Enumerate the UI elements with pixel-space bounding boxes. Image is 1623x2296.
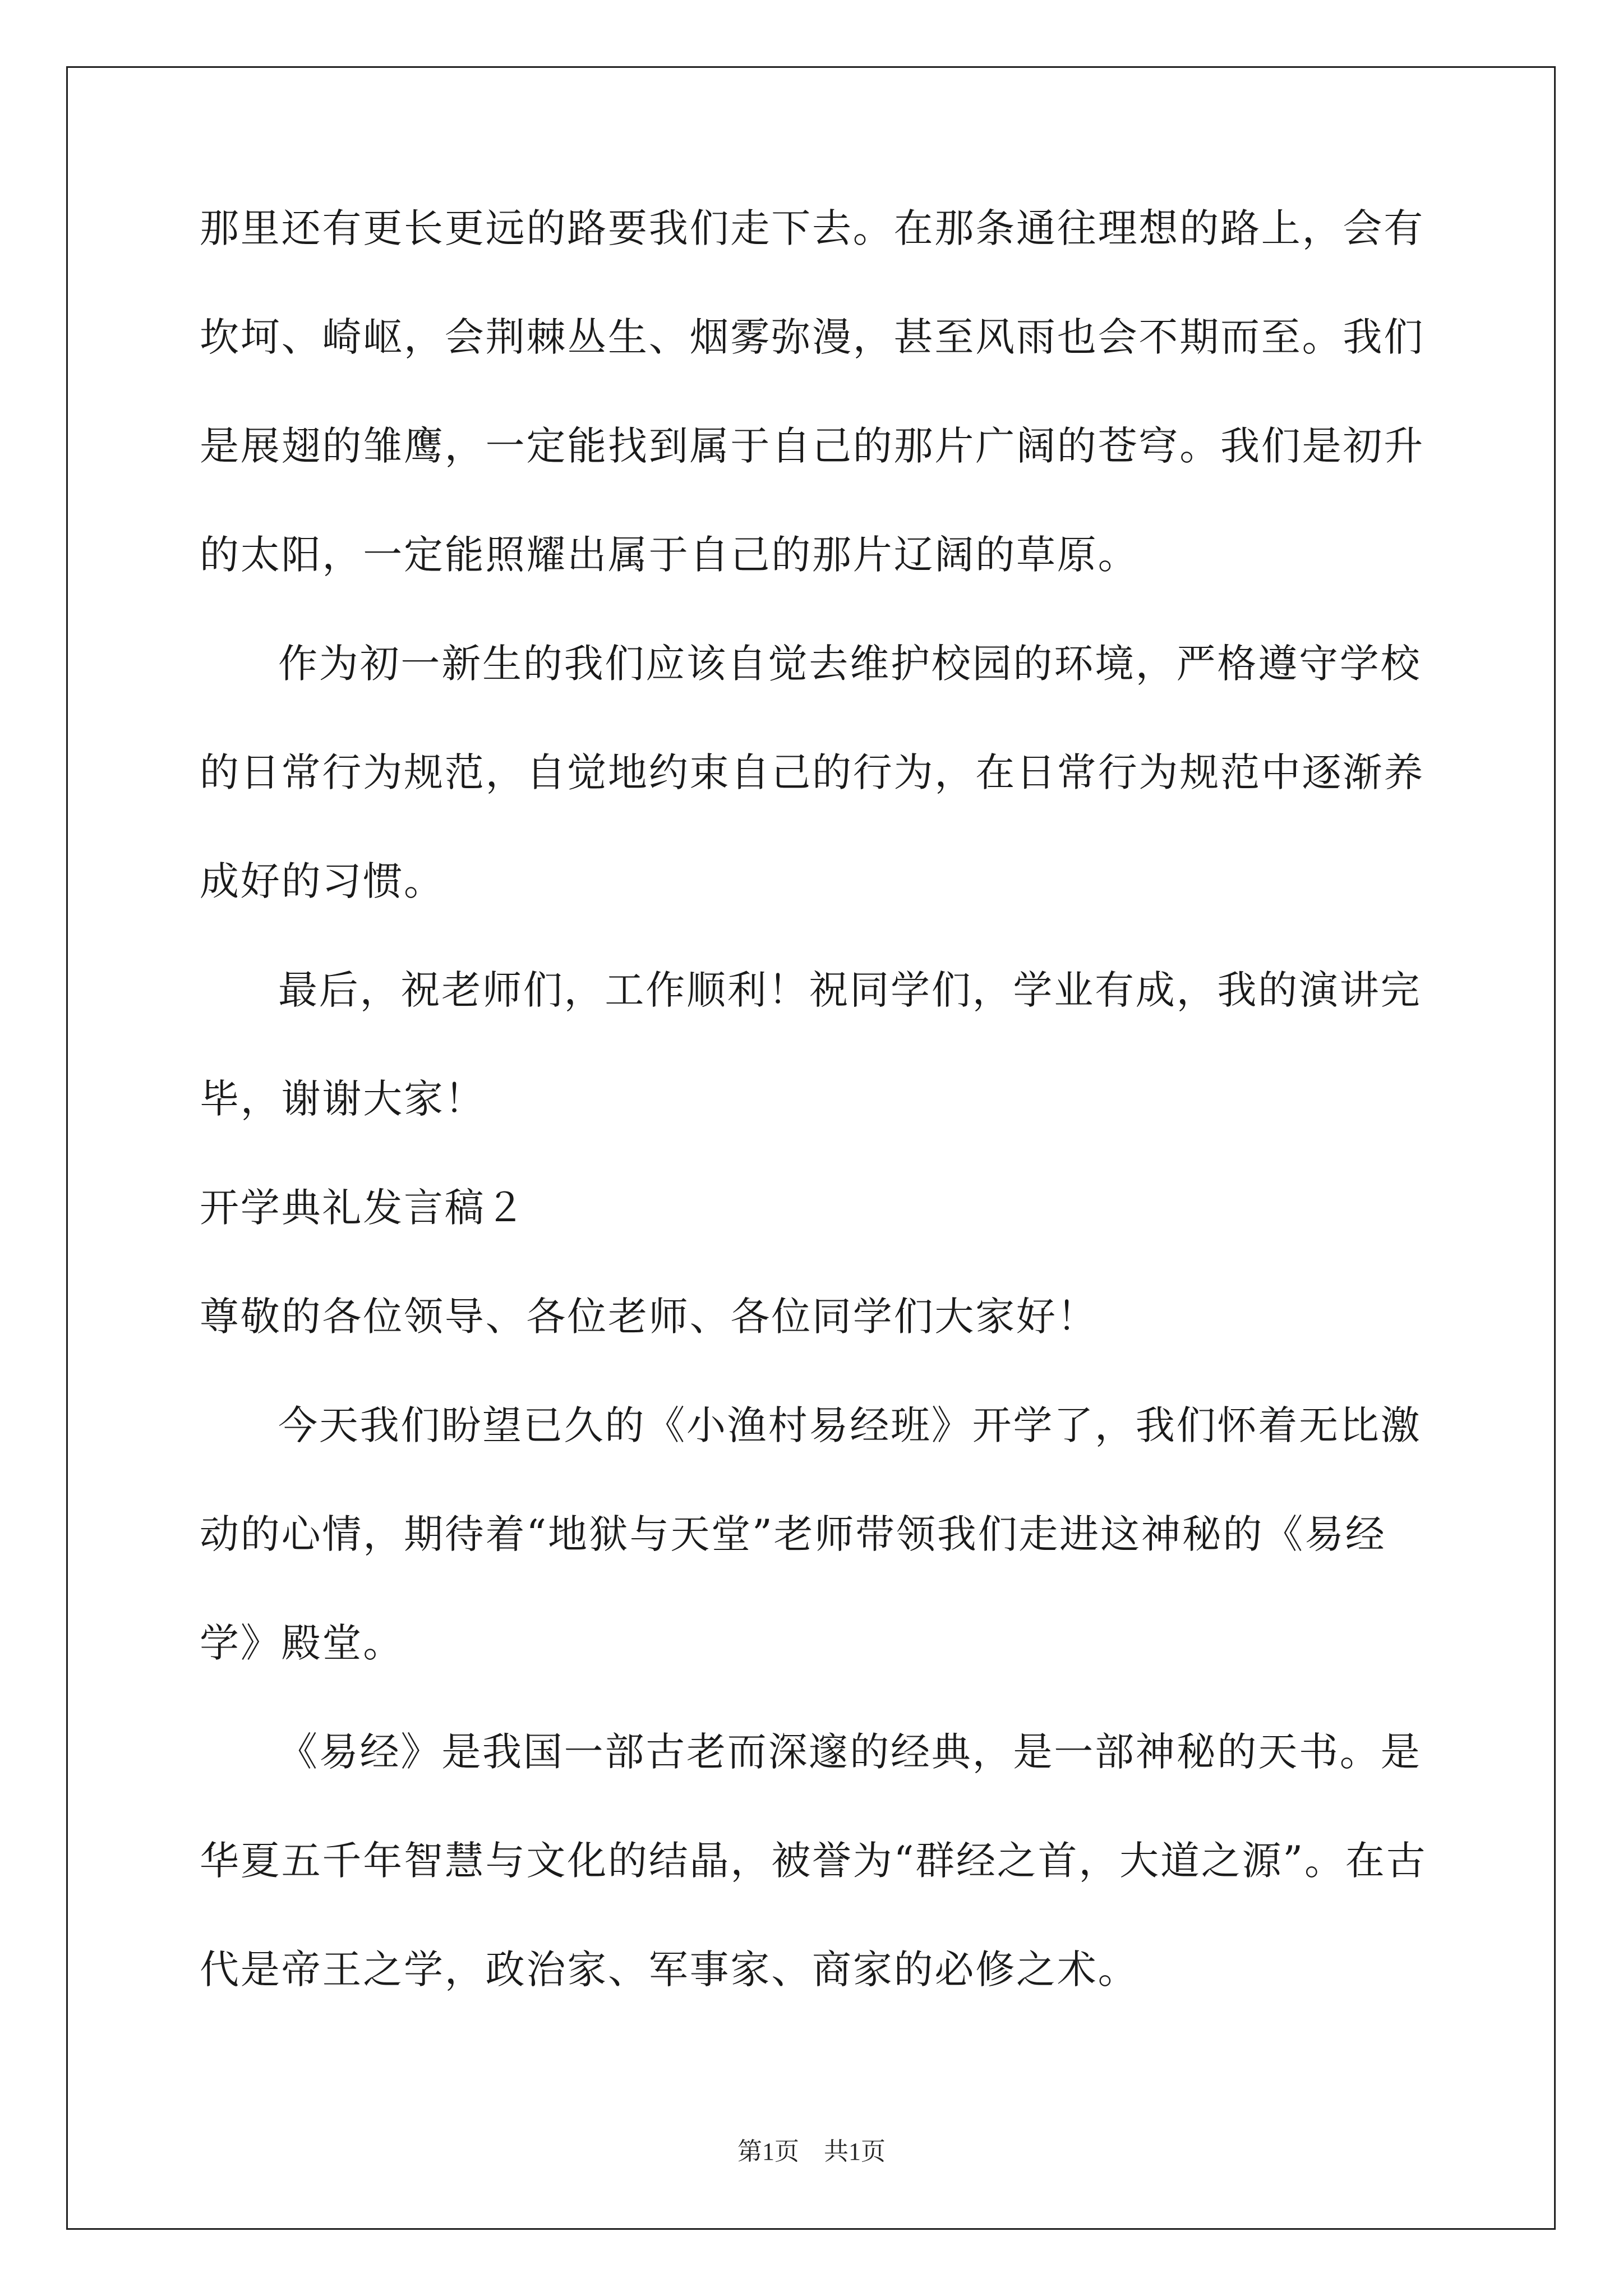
text-line: 动的心情，期待着“地狱与天堂”老师带领我们走进这神秘的《易经 <box>200 1511 1386 1557</box>
paragraph-first-line: 《易经》是我国一部古老而深邃的经典，是一部神秘的天书。是 <box>278 1729 1422 1775</box>
text-line: 是展翅的雏鹰，一定能找到属于自己的那片广阔的苍穹。我们是初升 <box>200 423 1424 469</box>
salutation: 尊敬的各位领导、各位老师、各位同学们大家好！ <box>200 1294 1098 1340</box>
text-line: 的太阳，一定能照耀出属于自己的那片辽阔的草原。 <box>200 532 1139 578</box>
text-line: 的日常行为规范，自觉地约束自己的行为，在日常行为规范中逐渐养 <box>200 749 1424 795</box>
text-line: 华夏五千年智慧与文化的结晶，被誉为“群经之首，大道之源”。在古 <box>200 1838 1427 1884</box>
text-line: 代是帝王之学，政治家、军事家、商家的必修之术。 <box>200 1947 1139 1993</box>
text-line: 学》殿堂。 <box>200 1620 404 1666</box>
paragraph-first-line: 作为初一新生的我们应该自觉去维护校园的环境，严格遵守学校 <box>278 641 1422 687</box>
paragraph-first-line: 今天我们盼望已久的《小渔村易经班》开学了，我们怀着无比激 <box>278 1402 1422 1448</box>
text-line: 坎坷、崎岖，会荆棘丛生、烟雾弥漫，甚至风雨也会不期而至。我们 <box>200 314 1424 360</box>
text-line: 成好的习惯。 <box>200 858 445 904</box>
section-title: 开学典礼发言稿２ <box>200 1185 527 1231</box>
paragraph-first-line: 最后，祝老师们，工作顺利！祝同学们，学业有成，我的演讲完 <box>278 967 1422 1013</box>
page-number-footer: 第1页 共1页 <box>737 2138 886 2165</box>
text-line: 毕，谢谢大家！ <box>200 1076 486 1122</box>
page-border <box>66 66 1556 2230</box>
text-line: 那里还有更长更远的路要我们走下去。在那条通往理想的路上，会有 <box>200 205 1424 251</box>
